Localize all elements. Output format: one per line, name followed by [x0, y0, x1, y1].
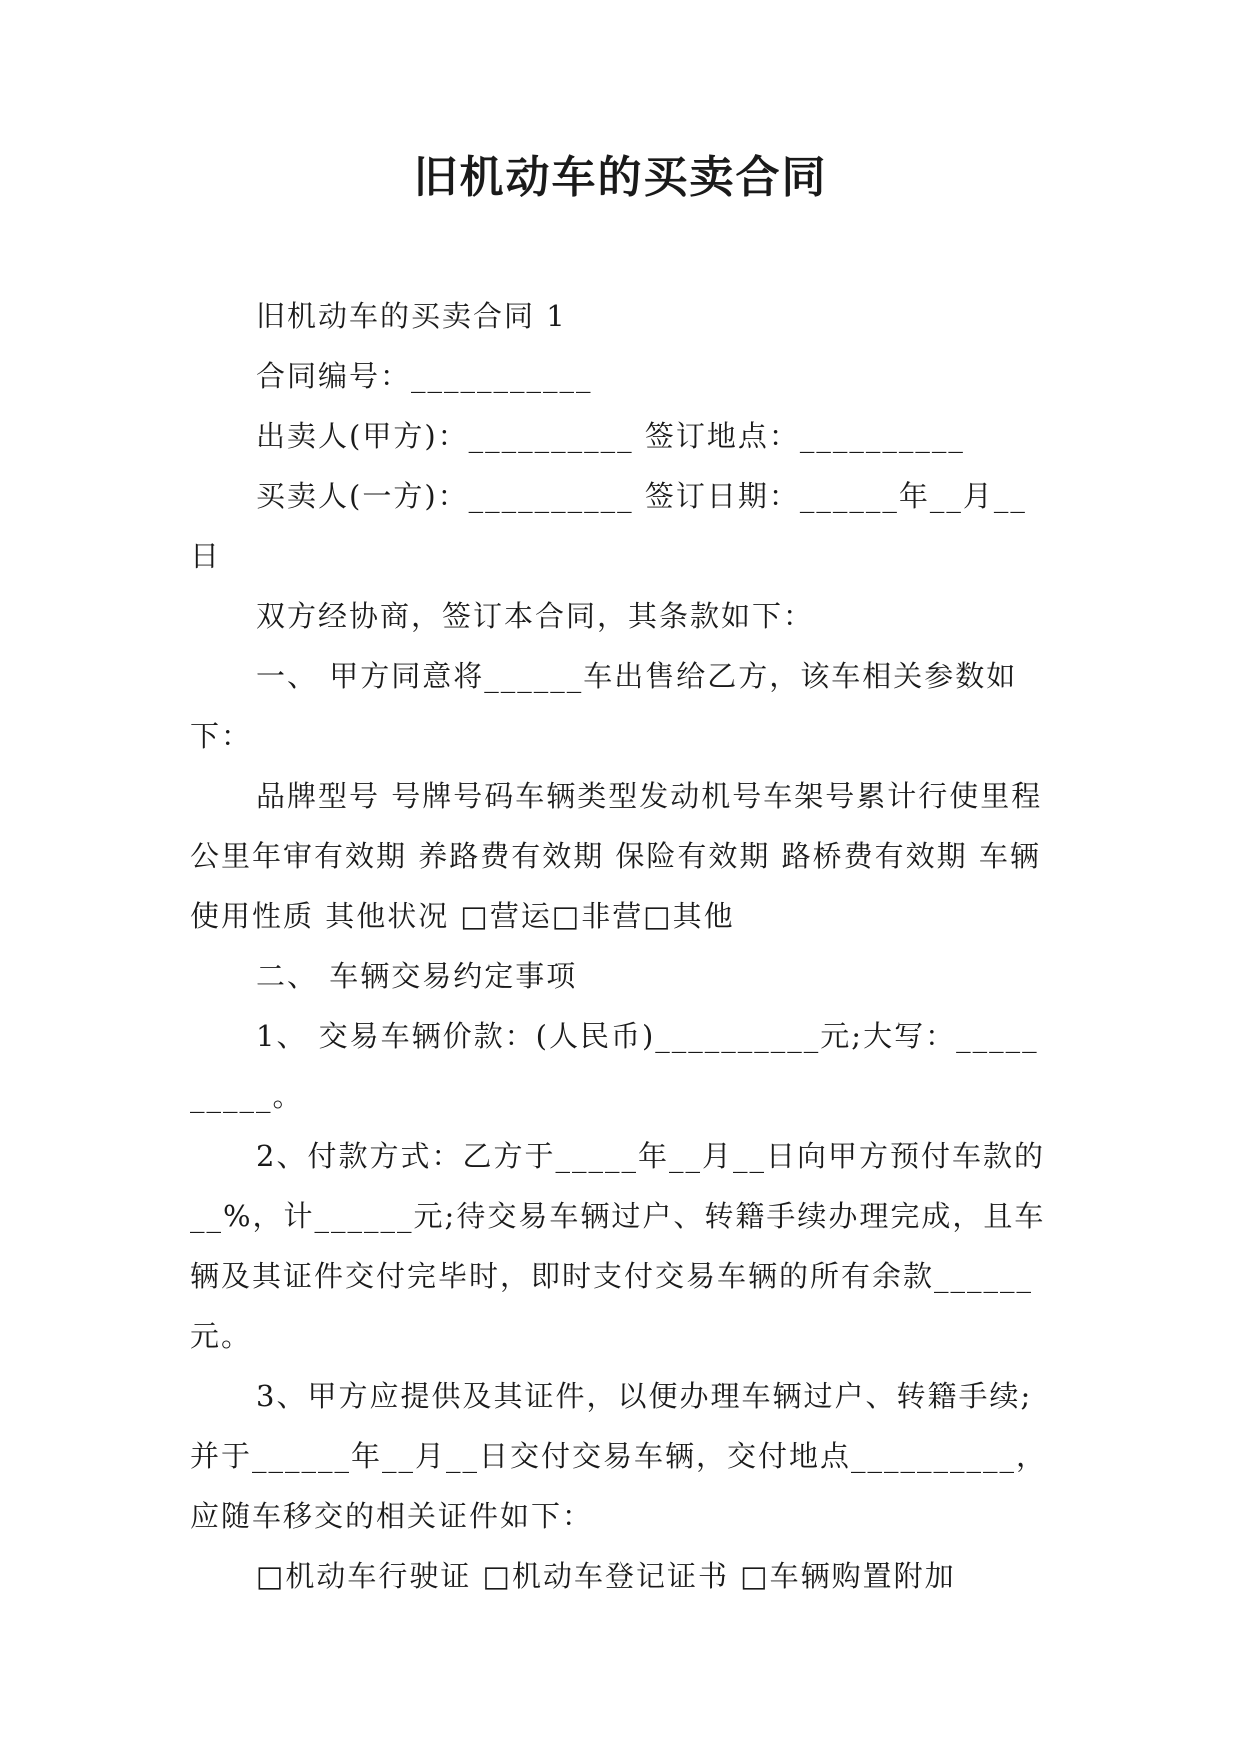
clause-payment: 2、付款方式：乙方于_____年__月__日向甲方预付车款的__%，计______元;待交易车辆过户、转籍手续办理完成，且车辆及其证件交付完毕时，即时支付交易车辆的所有余款______元。: [190, 1139, 1046, 1353]
clause-price: 1、 交易车辆价款：(人民币)__________元;大写：__________。: [190, 1019, 1039, 1113]
documents-checklist: □机动车行驶证 □机动车登记证书 □车辆购置附加: [256, 1559, 956, 1593]
clause-one: 一、 甲方同意将______车出售给乙方，该车相关参数如下：: [190, 659, 1018, 753]
document-title: 旧机动车的买卖合同: [413, 152, 828, 203]
contract-number-line: 合同编号：___________: [256, 359, 593, 393]
document-body: [190, 286, 1054, 1606]
intro-paragraph: 双方经协商，签订本合同，其条款如下：: [256, 599, 815, 633]
vehicle-parameters: 品牌型号 号牌号码车辆类型发动机号车架号累计行使里程 公里年审有效期 养路费有效期 保险有效期 路桥费有效期 车辆使用性质 其他状况 □营运□非营□其他: [190, 779, 1054, 933]
buyer-line: 买卖人(一方)：__________ 签订日期：______年__月__日: [190, 479, 1027, 573]
contract-heading: 旧机动车的买卖合同 1: [256, 299, 567, 333]
clause-delivery: 3、甲方应提供及其证件，以便办理车辆过户、转籍手续;并于______年__月__日交付交易车辆，交付地点__________，应随车移交的相关证件如下：: [190, 1379, 1048, 1533]
clause-two-heading: 二、 车辆交易约定事项: [256, 959, 578, 993]
seller-line: 出卖人(甲方)：__________ 签订地点：__________: [256, 419, 965, 453]
